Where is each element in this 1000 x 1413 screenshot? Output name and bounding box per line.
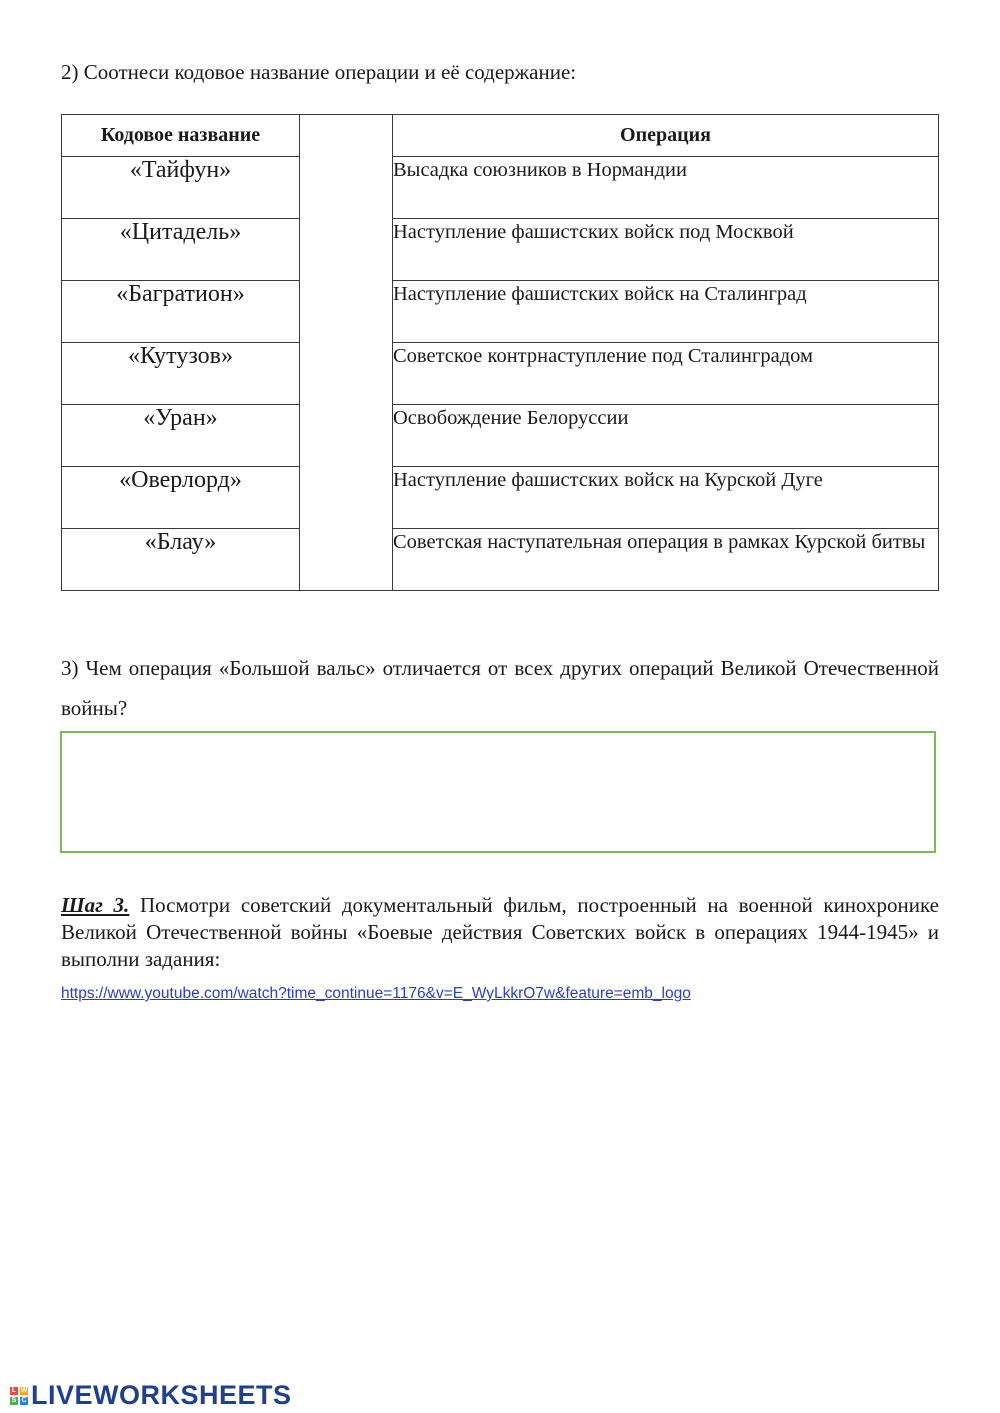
video-link[interactable]: https://www.youtube.com/watch?time_continue=1176&v=E_WyLkkrO7w&feature=emb_logo bbox=[61, 985, 691, 1002]
code-name-cell[interactable]: «Уран» bbox=[62, 405, 300, 467]
header-code-name: Кодовое название bbox=[62, 115, 300, 157]
step-3-instructions bbox=[61, 892, 939, 973]
code-name-cell[interactable]: «Блау» bbox=[62, 529, 300, 591]
answer-input-box[interactable] bbox=[60, 731, 936, 853]
table-header-row bbox=[62, 115, 939, 157]
table-row bbox=[62, 529, 939, 591]
logo-tile: W bbox=[20, 1386, 28, 1394]
step-3-label: Шаг 3. bbox=[61, 893, 130, 917]
operation-cell[interactable]: Наступление фашистских войск на Курской Дуге bbox=[393, 467, 939, 529]
liveworksheets-icon bbox=[10, 1387, 28, 1405]
operation-cell[interactable]: Наступление фашистских войск под Москвой bbox=[393, 219, 939, 281]
matching-drop-column[interactable] bbox=[300, 115, 393, 591]
logo-tile: S bbox=[11, 1396, 17, 1404]
step-3-text: Посмотри советский документальный фильм, построенный на военной кинохронике Великой Отечественной войны «Боевые действия Советских войск в операциях 1944-1945» и выполни задания: bbox=[61, 893, 939, 971]
logo-tile: C bbox=[21, 1396, 27, 1404]
question-2-title: 2) Соотнеси кодовое название операции и её содержание: bbox=[61, 60, 577, 84]
operation-cell[interactable]: Наступление фашистских войск на Сталинград bbox=[393, 281, 939, 343]
operation-cell[interactable]: Освобождение Белоруссии bbox=[393, 405, 939, 467]
liveworksheets-logo bbox=[10, 1380, 292, 1411]
operation-cell[interactable]: Высадка союзников в Нормандии bbox=[393, 157, 939, 219]
operation-cell[interactable]: Советская наступательная операция в рамках Курской битвы bbox=[393, 529, 939, 591]
logo-tile: L bbox=[11, 1386, 17, 1394]
table-row bbox=[62, 405, 939, 467]
code-name-cell[interactable]: «Багратион» bbox=[62, 281, 300, 343]
table-row bbox=[62, 343, 939, 405]
table-row bbox=[62, 467, 939, 529]
matching-table bbox=[61, 114, 939, 591]
table-row bbox=[62, 157, 939, 219]
code-name-cell[interactable]: «Цитадель» bbox=[62, 219, 300, 281]
code-name-cell[interactable]: «Оверлорд» bbox=[62, 467, 300, 529]
table-row bbox=[62, 219, 939, 281]
header-operation: Операция bbox=[393, 115, 939, 157]
code-name-cell[interactable]: «Кутузов» bbox=[62, 343, 300, 405]
question-3-text: 3) Чем операция «Большой вальс» отличается от всех других операций Великой Отечественной войны? bbox=[61, 656, 939, 720]
table-row bbox=[62, 281, 939, 343]
logo-text: LIVEWORKSHEETS bbox=[31, 1380, 292, 1410]
operation-cell[interactable]: Советское контрнаступление под Сталинградом bbox=[393, 343, 939, 405]
code-name-cell[interactable]: «Тайфун» bbox=[62, 157, 300, 219]
